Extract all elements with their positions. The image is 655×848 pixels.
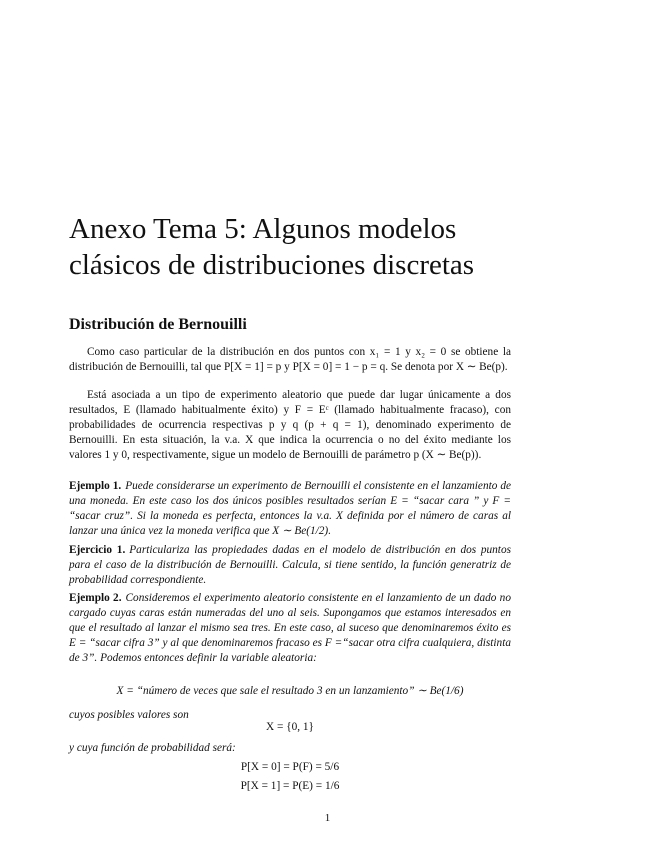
section-title: Distribución de Bernouilli bbox=[69, 316, 247, 333]
example-2-label: Ejemplo 2. bbox=[69, 592, 122, 604]
chapter-title-line-2: clásicos de distribuciones discretas bbox=[69, 249, 475, 281]
exercise-1-label: Ejercicio 1. bbox=[69, 544, 126, 556]
example-1-label: Ejemplo 1. bbox=[69, 480, 122, 492]
exercise-1 bbox=[69, 543, 511, 588]
chapter-title bbox=[69, 211, 589, 283]
example-1-text: Puede considerarse un experimento de Bernouilli el consistente en el lanzamiento de una moneda. En este caso los dos únicos posibles resultados serían E = “sacar cara ” y F = “sacar cruz”. Si la moneda es perfecta, entonces la v.a. X definida por el número de caras al lanzar una única vez la moneda verifica que X ∼ Be(1/2). bbox=[69, 480, 512, 537]
example-1 bbox=[69, 479, 511, 539]
paragraph-2: Está asociada a un tipo de experimento aleatorio que puede dar lugar únicamente a dos resultados, E (llamado habitualmente éxito) y F = Eᶜ (llamado habitualmente fracaso), con probabilidades de ocurrencia respectivas p y q (p + q = 1), denominado experimento de Bernouilli. En esta situación, la v.a. X que indica la ocurrencia o no del éxito mediante los valores 1 y 0, respectivamente, sigue un modelo de Bernouilli de parámetro p (X ∼ Be(p)). bbox=[69, 389, 511, 461]
paragraph-1: Como caso particular de la distribución en dos puntos con x₁ = 1 y x₂ = 0 se obtiene la distribución de Bernouilli, tal que P[X = 1] = p y P[X = 0] = 1 − p = q. Se denota por X ∼ Be(p). bbox=[69, 346, 511, 373]
example-2 bbox=[69, 591, 511, 666]
cuyos-text: cuyos posibles valores son bbox=[69, 709, 189, 721]
exercise-1-text: Particulariza las propiedades dadas en el modelo de distribución en dos puntos para el caso de la distribución de Bernouilli. Calcula, si tiene sentido, la función generatriz de probabilidad correspondiente. bbox=[69, 544, 511, 586]
formula-x-definition: X = “número de veces que sale el resultado 3 en un lanzamiento” ∼ Be(1/6) bbox=[116, 685, 464, 697]
chapter-title-line-1: Anexo Tema 5: Algunos modelos bbox=[69, 213, 457, 245]
example-2-text: Consideremos el experimento aleatorio consistente en el lanzamiento de un dado no cargado cuyas caras están numeradas del uno al seis. Supongamos que estamos interesados en que el resultado al lanzar el mismo sea tres. En este caso, al suceso que denominaremos éxito es E = “sacar cifra 3” y al que denominaremos fracaso es F =“sacar otra cifra cualquiera, distinta de 3”. Podemos entonces definir la variable aleatoria: bbox=[69, 592, 511, 664]
formula-p1: P[X = 1] = P(E) = 1/6 bbox=[240, 780, 340, 792]
formula-values: X = {0, 1} bbox=[266, 721, 314, 733]
page-number: 1 bbox=[324, 812, 331, 824]
formula-p0: P[X = 0] = P(F) = 5/6 bbox=[240, 761, 340, 773]
funcion-text: y cuya función de probabilidad será: bbox=[69, 742, 236, 754]
